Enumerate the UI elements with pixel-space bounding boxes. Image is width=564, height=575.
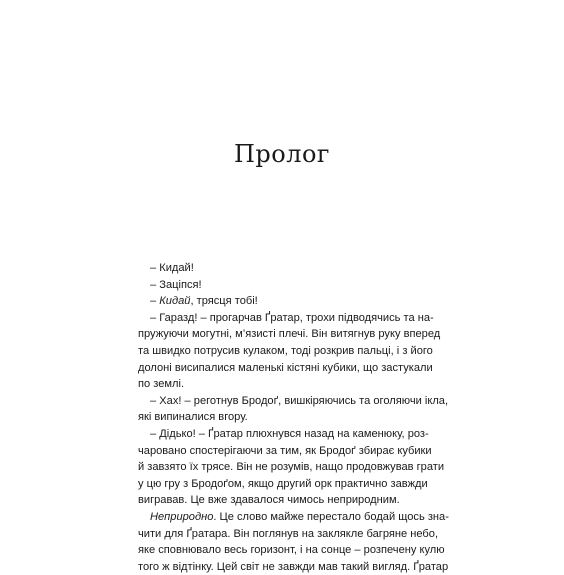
italic-text: Кидай	[159, 295, 191, 308]
text-line: – Кидай, трясця тобі!	[150, 295, 258, 308]
text-line: й завзято їх трясе. Він не розумів, нащо продовжував грати	[138, 461, 445, 474]
text-line	[138, 260, 426, 277]
text-line: – Дідько! – Ґратар плюхнувся назад на каменюку, роз-	[150, 427, 429, 440]
text-line: яке сповнювало весь горизонт, і на сонце – розпечену кулю	[138, 544, 445, 557]
text-line: пружуючи могутні, м’язисті плечі. Він витягнув руку вперед	[138, 328, 441, 341]
text-line: – Гаразд! – прогарчав Ґратар, трохи підводячись та на-	[150, 311, 434, 324]
body-text	[138, 260, 449, 575]
line-text: . Це слово майже перестало бодай щось зна-	[213, 510, 449, 523]
text-line: вигравав. Це вже здавалося чимось неприродним.	[138, 494, 400, 507]
text-line: які випиналися вгору.	[138, 411, 248, 424]
text-line: чаровано спостерігаючи за тим, як Бродоґ збирає кубики	[138, 444, 432, 457]
text-line: та швидко потрусив кулаком, тоді розкрив пальці, і з його	[138, 344, 433, 357]
text-line: того ж відтінку. Цей світ не завжди мав такий вигляд. Ґратар	[138, 560, 449, 573]
line-text: – Кидай!	[150, 262, 194, 274]
text-line	[138, 509, 449, 526]
line-text: , трясця тобі!	[190, 295, 258, 308]
text-line: – Хах! – реготнув Бродоґ, вишкіряючись та оголяючи ікла,	[150, 394, 449, 407]
text-line: чити для Ґратара. Він поглянув на заклякле багряне небо,	[138, 527, 439, 540]
text-line: долоні висипалися маленькі кістяні кубики, що застукали	[138, 361, 433, 374]
text-line: по землі.	[138, 378, 185, 391]
chapter-title: Пролог	[233, 140, 330, 168]
text-line	[138, 277, 426, 294]
text-line: у цю гру з Бродоґом, якщо другий орк практично завжди	[138, 477, 428, 490]
italic-text: Неприродно	[150, 510, 214, 523]
line-text: – Заціпся!	[150, 278, 202, 291]
